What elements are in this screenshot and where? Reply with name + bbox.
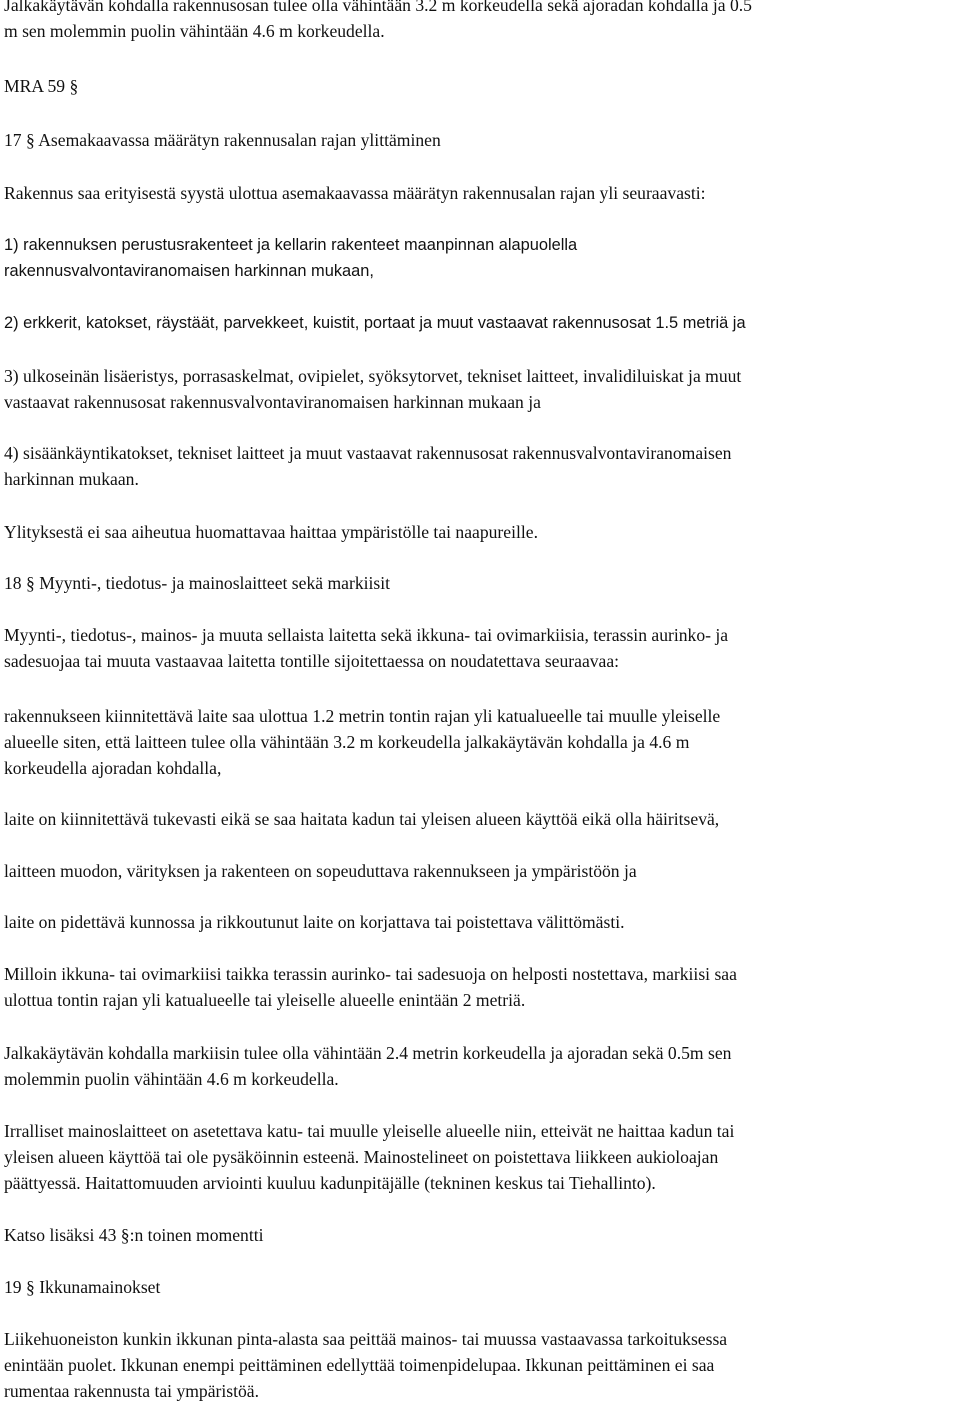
paragraph [4,622,954,674]
paragraph [4,1326,954,1404]
text-line: sadesuojaa tai muuta vastaavaa laitetta tontille sijoitettaessa on noudatettava seuraavaa: [4,651,620,671]
text-line: molemmin puolin vähintään 4.6 m korkeudella. [4,1069,339,1089]
paragraph [4,1222,954,1248]
text-line: yleisen alueen käyttöä tai ole pysäköinnin esteenä. Mainostelineet on poistettava liikkeen aukioloajan [4,1147,719,1167]
text-line: alueelle siten, että laitteen tulee olla vähintään 3.2 m korkeudella jalkakäytävän kohdalla ja 4.6 m [4,732,690,752]
text-line: 17 § Asemakaavassa määrätyn rakennusalan rajan ylittäminen [4,130,441,150]
text-line: enintään puolet. Ikkunan enempi peittäminen edellyttää toimenpidelupaa. Ikkunan peittäminen ei saa [4,1355,715,1375]
paragraph [4,806,954,832]
paragraph-intro [4,0,954,44]
text-line: 2) erkkerit, katokset, räystäät, parvekkeet, kuistit, portaat ja muut vastaavat rakennusosat 1.5 metriä ja [4,314,746,332]
list-item-3 [4,363,954,415]
section-heading-19 [4,1274,954,1300]
list-item-1 [4,232,954,284]
list-item-4 [4,440,954,492]
paragraph [4,909,954,935]
text-line: Myynti-, tiedotus-, mainos- ja muuta sellaista laitetta sekä ikkuna- tai ovimarkiisia, terassin aurinko- ja [4,625,729,645]
text-line: 4) sisäänkäyntikatokset, tekniset laitteet ja muut vastaavat rakennusosat rakennusvalvontaviranomaisen [4,443,732,463]
paragraph [4,1040,954,1092]
section-heading-17 [4,127,954,153]
paragraph [4,961,954,1013]
text-line: Katso lisäksi 43 §:n toinen momentti [4,1225,264,1245]
text-line: vastaavat rakennusosat rakennusvalvontaviranomaisen harkinnan mukaan ja [4,392,541,412]
list-item-2 [4,310,954,336]
text-line: laite on pidettävä kunnossa ja rikkoutunut laite on korjattava tai poistettava välittömästi. [4,912,625,932]
text-line: laitteen muodon, värityksen ja rakenteen on sopeuduttava rakennukseen ja ympäristöön ja [4,861,637,881]
text-line: Liikehuoneiston kunkin ikkunan pinta-alasta saa peittää mainos- tai muussa vastaavassa tarkoituksessa [4,1329,728,1349]
text-line: harkinnan mukaan. [4,469,139,489]
paragraph [4,703,954,781]
text-line: m sen molemmin puolin vähintään 4.6 m korkeudella. [4,21,385,41]
paragraph [4,519,954,545]
text-line: rakennukseen kiinnitettävä laite saa ulottua 1.2 metrin tontin rajan yli katualueelle tai muulle yleiselle [4,706,721,726]
text-line: 19 § Ikkunamainokset [4,1277,161,1297]
text-line: Jalkakäytävän kohdalla rakennusosan tulee olla vähintään 3.2 m korkeudella sekä ajoradan kohdalla ja 0.5 [4,0,752,15]
text-line: Jalkakäytävän kohdalla markiisin tulee olla vähintään 2.4 metrin korkeudella ja ajoradan sekä 0.5m sen [4,1043,732,1063]
section-reference [4,73,954,99]
section-heading-18 [4,570,954,596]
text-line: Milloin ikkuna- tai ovimarkiisi taikka terassin aurinko- tai sadesuoja on helposti nostettava, markiisi saa [4,964,737,984]
text-line: laite on kiinnitettävä tukevasti eikä se saa haitata kadun tai yleisen alueen käyttöä eikä olla häiritsevä, [4,809,720,829]
text-line: Rakennus saa erityisestä syystä ulottua asemakaavassa määrätyn rakennusalan rajan yli seuraavasti: [4,183,706,203]
text-line: rumentaa rakennusta tai ympäristöä. [4,1381,260,1401]
text-line: ulottua tontin rajan yli katualueelle tai yleiselle alueelle enintään 2 metriä. [4,990,526,1010]
paragraph [4,1118,954,1196]
text-line: korkeudella ajoradan kohdalla, [4,758,222,778]
text-line: Irralliset mainoslaitteet on asetettava katu- tai muulle yleiselle alueelle niin, etteivät ne haittaa kadun tai [4,1121,735,1141]
text-line: 18 § Myynti-, tiedotus- ja mainoslaitteet sekä markiisit [4,573,391,593]
text-line: päättyessä. Haitattomuuden arviointi kuuluu kadunpitäjälle (tekninen keskus tai Tiehallinto). [4,1173,656,1193]
text-line: 3) ulkoseinän lisäeristys, porrasaskelmat, ovipielet, syöksytorvet, tekniset laitteet, invalidiluiskat ja muut [4,366,742,386]
text-line: rakennusvalvontaviranomaisen harkinnan mukaan, [4,262,374,280]
paragraph [4,180,954,206]
paragraph [4,858,954,884]
text-line: Ylityksestä ei saa aiheutua huomattavaa haittaa ympäristölle tai naapureille. [4,522,538,542]
text-line: 1) rakennuksen perustusrakenteet ja kellarin rakenteet maanpinnan alapuolella [4,236,578,254]
text-line: MRA 59 § [4,76,79,96]
